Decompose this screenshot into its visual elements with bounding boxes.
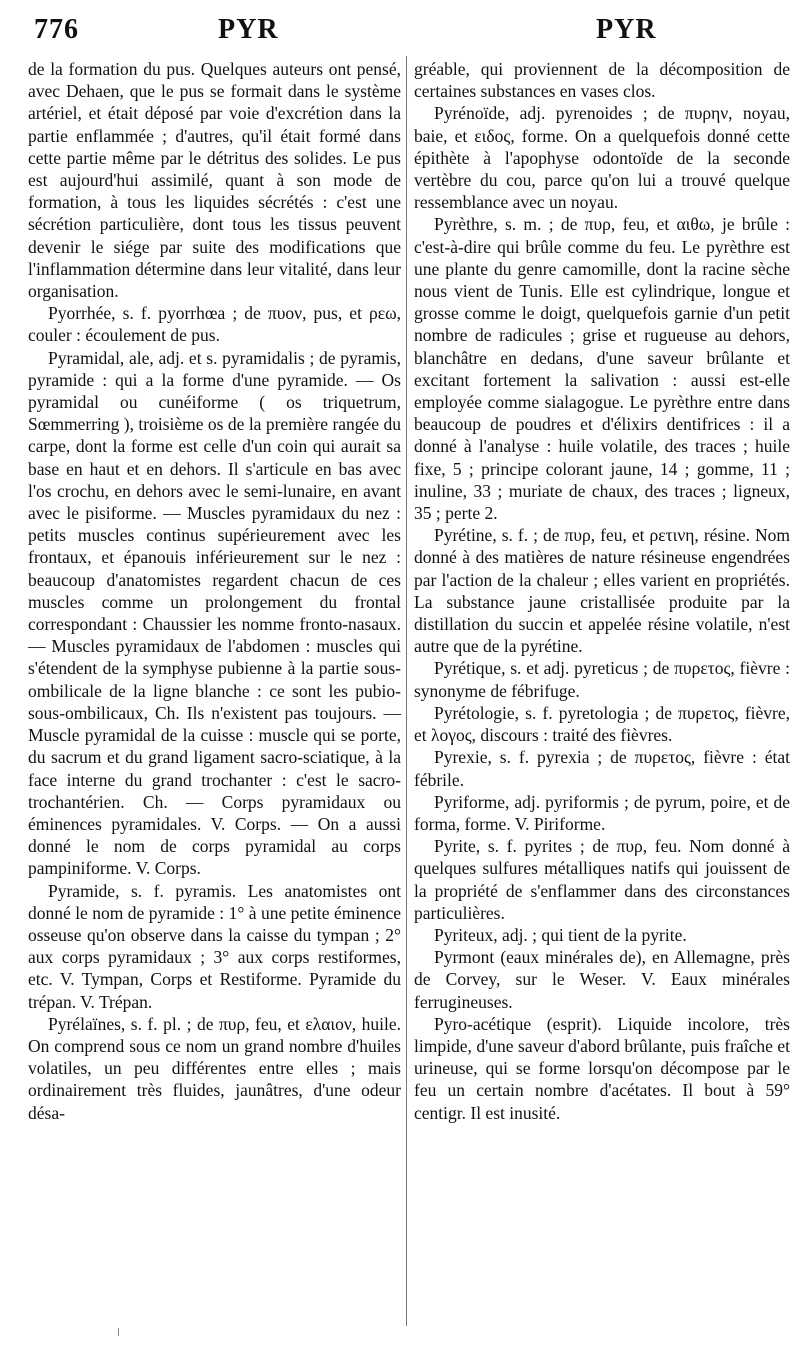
entry-pyrite: Pyrite, s. f. pyrites ; de πυρ, feu. Nom donné à quelques sulfures métalliques natifs qui jouissent de la propriété de s'enflammer dans des circonstances particulières.	[414, 836, 790, 923]
entry-pyrenoide: Pyrénoïde, adj. pyrenoides ; de πυρην, noyau, baie, et ειδος, forme. On a quelquefois donné cette épithète à l'apophyse odontoïde de la seconde vertèbre du cou, parce qu'on lui a trouvé quelque ressemblance avec un noyau.	[414, 103, 790, 213]
page-number: 776	[34, 14, 79, 45]
entry-pyretologie: Pyrétologie, s. f. pyretologia ; de πυρετος, fièvre, et λογος, discours : traité des fièvres.	[414, 702, 790, 746]
running-headword-right: PYR	[596, 14, 657, 45]
entry-pyro-acetique: Pyro-acétique (esprit). Liquide incolore, très limpide, d'une saveur d'abord brûlante, puis fraîche et urineuse, qui se forme lorsqu'on décompose par le feu un certain nombre d'acétates. Il bout à 59° centigr. Il est inusité.	[414, 1013, 790, 1123]
entry-pyramidal: Pyramidal, ale, adj. et s. pyramidalis ; de pyramis, pyramide : qui a la forme d'une pyramide. — Os pyramidal ou cunéiforme ( os triquetrum, Sœmmerring ), troisième os de la première rangée du carpe, dont la forme est celle d'un coin qui aurait sa base en haut et en dehors. Il s'articule en bas avec l'os crochu, en dehors avec le semi-lunaire, en avant avec le pisiforme. — Muscles pyramidaux du nez : petits muscles continus supérieurement avec les frontaux, et épanouis inférieurement sur le nez : beaucoup d'anatomistes regardent chacun de ces muscles comme un prolongement du frontal correspondant : Chaussier les nomme fronto-nasaux. — Muscles pyramidaux de l'abdomen : muscles qui s'étendent de la symphyse pubienne à la partie sous-ombilicale de la ligne blanche : ce sont les pubio-sous-ombilicaux, Ch. Ils n'existent pas toujours. — Muscle pyramidal de la cuisse : muscle qui se porte, du sacrum et du grand ligament sacro-sciatique, à la face interne du grand trochanter : c'est le sacro-trochantérien. Ch. — Corps pyramidaux ou éminences pyramidales. V. Corps. — On a aussi donné le nom de corps pyramidal au corps pampiniforme. V. Corps.	[28, 347, 401, 879]
entry-pyriteux: Pyriteux, adj. ; qui tient de la pyrite.	[434, 924, 687, 945]
entry-continuation: gréable, qui proviennent de la décomposition de certaines substances en vases clos.	[414, 59, 790, 102]
entry-pyrelaines: Pyrélaïnes, s. f. pl. ; de πυρ, feu, et ελαιον, huile. On comprend sous ce nom un grand nombre d'huiles volatiles, un peu différentes entre elles ; mais ordinairement très fluides, jaunâtres, d'une odeur désa-	[28, 1013, 401, 1123]
entry-pyorrhee: Pyorrhée, s. f. pyorrhœa ; de πυον, pus, et ρεω, couler : écoulement de pus.	[28, 303, 401, 346]
entry-pyramide: Pyramide, s. f. pyramis. Les anatomistes ont donné le nom de pyramide : 1° à une petite éminence osseuse qu'on observe dans la caisse du tympan ; 2° aux corps pyramidaux ; 3° aux corps restiformes, etc. V. Tympan, Corps et Restiforme. Pyramide du trépan. V. Trépan.	[28, 880, 401, 1012]
column-divider	[406, 56, 407, 1326]
right-column	[414, 58, 790, 1124]
entry-continuation: de la formation du pus. Quelques auteurs ont pensé, avec Dehaen, que le pus se formait dans le système artériel, et était déposé par voie d'excrétion dans la partie enflammée ; d'autres, qu'il était formé dans cette partie même par le détritus des solides. Le pus est aujourd'hui assimilé, quant à son mode de formation, à tous les liquides sécrétés : c'est une sécrétion particulière, dont tous les tissus peuvent devenir le siége par suite des modifications que l'inflammation détermine dans leur vitalité, dans leur organisation.	[28, 59, 401, 302]
entry-pyrmont: Pyrmont (eaux minérales de), en Allemagne, près de Corvey, sur le Weser. V. Eaux minérales ferrugineuses.	[414, 947, 790, 1012]
entry-pyrexie: Pyrexie, s. f. pyrexia ; de πυρετος, fièvre : état fébrile.	[414, 747, 790, 790]
left-column	[28, 58, 401, 1124]
entry-pyretine: Pyrétine, s. f. ; de πυρ, feu, et ρετινη, résine. Nom donné à des matières de nature résineuse engendrées par l'action de la chaleur ; elles varient en propriétés. La substance jaune cristallisée produite par la distillation du succin et appelée résine volatile, n'est autre que de la pyrétine.	[414, 525, 790, 657]
entry-pyriforme: Pyriforme, adj. pyriformis ; de pyrum, poire, et de forma, forme. V. Piriforme.	[414, 791, 790, 834]
entry-pyretique: Pyrétique, s. et adj. pyreticus ; de πυρετος, fièvre : synonyme de fébrifuge.	[414, 658, 790, 701]
printer-mark	[118, 1328, 119, 1336]
entry-pyrethre: Pyrèthre, s. m. ; de πυρ, feu, et αιθω, je brûle : c'est-à-dire qui brûle comme du feu. Le pyrèthre est une plante du genre camomille, dont la racine sèche nous vient de Tunis. Elle est cylindrique, longue et grosse comme le doigt, quelquefois garnie d'un petit nombre de radicules ; grise et rugueuse au dehors, blanchâtre en dedans, d'une saveur brûlante et excitant fortement la salivation : aussi est-elle employée comme sialagogue. Le pyrèthre entre dans beaucoup de poudres et d'élixirs dentifrices : il a donné à l'analyse : huile volatile, des traces ; huile fixe, 5 ; principe colorant jaune, 14 ; gomme, 11 ; inuline, 33 ; muriate de chaux, des traces ; ligneux, 35 ; perte 2.	[414, 214, 790, 524]
running-header	[34, 14, 800, 54]
running-headword-left: PYR	[218, 14, 279, 45]
